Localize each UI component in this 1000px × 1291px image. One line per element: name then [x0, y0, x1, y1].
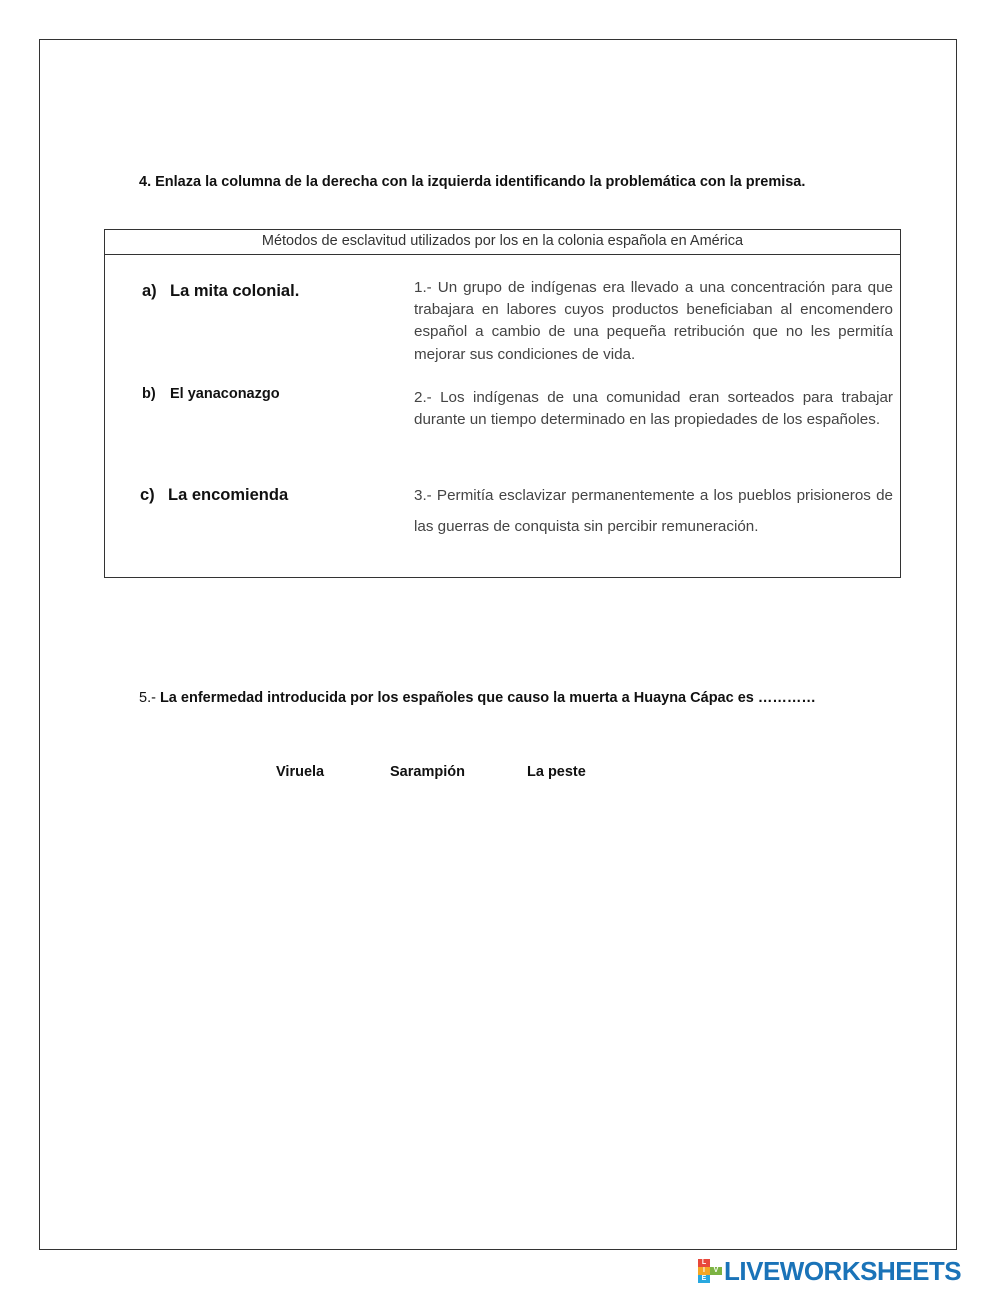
left-item-label: La encomienda: [168, 486, 289, 504]
page-frame: [39, 39, 957, 1250]
right-item-2: 2.- Los indígenas de una comunidad eran sorteados para trabajar durante un tiempo determinado en las propiedades de los españoles.: [414, 389, 893, 429]
right-item-3: 3.- Permitía esclavizar permanentemente a los pueblos prisioneros de las guerras de conquista sin percibir remuneración.: [414, 487, 893, 535]
question-5: [139, 690, 816, 706]
left-item-a: [142, 282, 299, 301]
liveworksheets-logo: [698, 1257, 961, 1285]
question-5-text: La enfermedad introducida por los españoles que causo la muerta a Huayna Cápac es …………: [159, 690, 816, 706]
left-item-label: La mita colonial.: [170, 282, 300, 300]
left-item-b: [142, 386, 280, 402]
left-item-c: [140, 486, 288, 505]
matching-table: [104, 229, 901, 578]
live-blocks-icon: L I V E: [698, 1259, 722, 1283]
question-4-title: 4. Enlaza la columna de la derecha con la izquierda identificando la problemática con la premisa.: [139, 174, 806, 190]
question-5-number: 5.-: [139, 690, 156, 706]
left-item-letter: b): [142, 386, 156, 402]
left-item-label: El yanaconazgo: [170, 386, 280, 402]
logo-text: LIVEWORKSHEETS: [724, 1255, 962, 1286]
option-viruela[interactable]: Viruela: [276, 764, 325, 780]
right-item-1: 1.- Un grupo de indígenas era llevado a una concentración para que trabajara en labores cuyos productos beneficiaban al encomendero español a cambio de una pequeña retribución que no les permitía mejorar sus condiciones de vida.: [414, 279, 893, 363]
option-la-peste[interactable]: La peste: [527, 764, 586, 780]
left-item-letter: a): [142, 282, 157, 300]
option-sarampion[interactable]: Sarampión: [390, 764, 465, 780]
left-item-letter: c): [140, 486, 155, 504]
table-header: Métodos de esclavitud utilizados por los en la colonia española en América: [105, 230, 900, 255]
